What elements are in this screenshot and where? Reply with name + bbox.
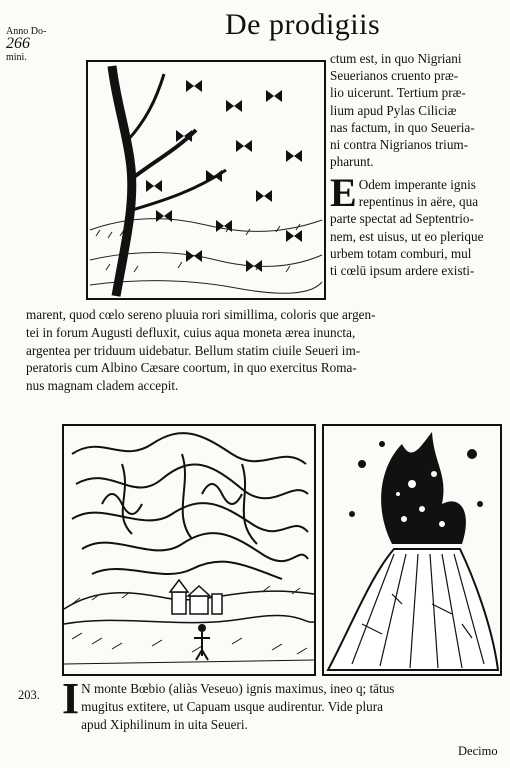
anno-label-2: mini. [6, 52, 27, 63]
text-line: pharunt. [330, 154, 374, 170]
text-line: Odem imperante ignis [358, 177, 476, 192]
page-title: De prodigiis [225, 8, 381, 41]
text-line: urbem totam comburi, mul [330, 245, 472, 261]
text-line: nem, est uisus, ut eo plerique [330, 228, 484, 244]
text-line: ctum est, in quo Nigriani [330, 51, 462, 66]
text-line: nas factum, in quo Seueria- [330, 119, 475, 135]
text-line: mugitus extitere, ut Capuam usque audirentur. Vide plura [81, 699, 383, 715]
anno-label: Anno Do- [6, 26, 47, 37]
text-line: lio uicerunt. Tertium præ- [330, 85, 466, 101]
woodcut-tree-illustration [86, 60, 326, 300]
text-line: repentinus in aëre, qua [358, 194, 479, 210]
text-line: apud Xiphilinum in uita Seueri. [81, 717, 248, 733]
text-line: ni contra Nigrianos trium- [330, 137, 469, 153]
second-paragraph [330, 170, 506, 279]
drop-cap: I [62, 674, 80, 723]
text-line: Seuerianos cruento præ- [330, 68, 459, 84]
text-line: parte spectat ad Septentrio- [330, 211, 474, 227]
text-line: marent, quod cœlo sereno pluuia rori simillima, coloris que argen- [26, 307, 376, 322]
caption-paragraph [62, 674, 508, 735]
catchword: Decimo [458, 744, 498, 758]
right-column-text [330, 50, 506, 170]
text-line: peratoris cum Albino Cæsare coortum, in quo exercitus Roma- [26, 360, 357, 376]
page-number: 266 [6, 35, 30, 52]
text-line: tei in forum Augusti defluxit, cuius aqua moneta ærea inuncta, [26, 324, 356, 340]
text-line: ti cœlū ipsum ardere existi- [330, 263, 475, 279]
woodcut-fiery-sky-illustration [62, 424, 316, 676]
drop-cap: E [330, 170, 357, 215]
item-number: 203. [18, 688, 40, 702]
text-line: nus magnam cladem accepit. [26, 378, 179, 394]
text-line: N monte Bœbio (aliàs Veseuo) ignis maximus, ineo q; tātus [81, 681, 395, 696]
woodcut-volcano-illustration [322, 424, 502, 676]
full-width-paragraph [26, 306, 508, 395]
year-margin-note [6, 26, 68, 64]
text-line: lium apud Pylas Ciliciæ [330, 102, 457, 118]
text-line: argentea per triduum uidebatur. Bellum statim ciuile Seueri im- [26, 342, 361, 358]
